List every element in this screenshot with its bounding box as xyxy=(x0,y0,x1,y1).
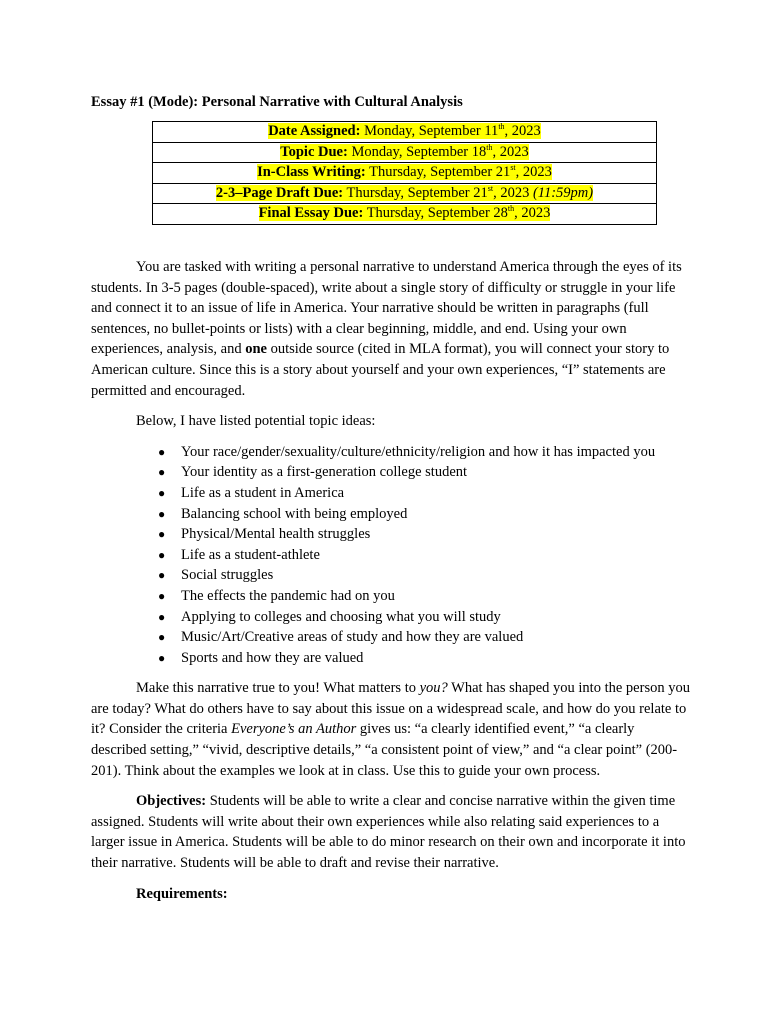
bullet-icon: ● xyxy=(158,609,166,624)
bullet-icon: ● xyxy=(158,444,166,459)
narrative-paragraph: Make this narrative true to you! What matters to you? What has shaped you into the person you are today? What do others have to say about this issue on a widespread scale, and how do you relate to it? Consider the criteria Everyone’s an Author gives us: “a clearly identified event,” “a clearly described setting,” “vivid, descriptive details,” “a consistent point of view,” and “a clear point” (200-201). Think about the examples we look at in class. Use this to guide your own process. xyxy=(91,680,690,779)
topics-intro: Below, I have listed potential topic ideas: xyxy=(136,413,376,430)
bullet-icon: ● xyxy=(158,568,166,583)
objectives-label: Objectives: xyxy=(136,793,207,810)
topic-item: ● Your race/gender/sexuality/culture/ethnicity/religion and how it has impacted you xyxy=(91,442,691,463)
topic-item: ● Your identity as a first-generation college student xyxy=(91,462,691,483)
date-row xyxy=(153,122,657,143)
topic-item: ● Social struggles xyxy=(91,565,691,586)
bullet-icon: ● xyxy=(158,547,166,562)
date-cell: 2-3–Page Draft Due: Thursday, September 21st, 2023 (11:59pm) xyxy=(153,183,657,204)
date-cell: Topic Due: Monday, September 18th, 2023 xyxy=(153,142,657,163)
essay-title: Essay #1 (Mode): Personal Narrative with Cultural Analysis xyxy=(91,94,463,110)
date-cell: Date Assigned: Monday, September 11th, 2023 xyxy=(153,122,657,143)
bullet-icon: ● xyxy=(158,630,166,645)
topic-item: ● Sports and how they are valued xyxy=(91,648,691,669)
objectives-paragraph: Objectives: Students will be able to write a clear and concise narrative within the given time assigned. Students will write about their own experiences while also relating said experiences to a larger issue in America. Students will be able to do minor research on their own and incorporate it into their narrative. Students will be able to draft and revise their narrative. xyxy=(91,793,686,872)
topic-item: ● Balancing school with being employed xyxy=(91,504,691,525)
intro-paragraph: You are tasked with writing a personal narrative to understand America through the eyes of its students. In 3-5 pages (double-spaced), write about a single story of difficulty or struggle in your life and connect it to an issue of life in America. Your narrative should be written in paragraphs (full sentences, no bullet-points or lists) with a clear beginning, middle, and end. Using your own experiences, analysis, and one outside source (cited in MLA format), you will connect your story to American culture. Since this is a story about yourself and your own experiences, “I” statements are permitted and encouraged. xyxy=(91,259,682,399)
date-row xyxy=(153,183,657,204)
topic-item: ● Life as a student-athlete xyxy=(91,545,691,566)
topic-item: ● Physical/Mental health struggles xyxy=(91,524,691,545)
topic-item: ● Applying to colleges and choosing what you will study xyxy=(91,607,691,628)
bullet-icon: ● xyxy=(158,588,166,603)
bullet-icon: ● xyxy=(158,527,166,542)
bullet-icon: ● xyxy=(158,506,166,521)
bullet-icon: ● xyxy=(158,485,166,500)
topic-item: ● Life as a student in America xyxy=(91,483,691,504)
date-cell: In-Class Writing: Thursday, September 21st, 2023 xyxy=(153,163,657,184)
date-row xyxy=(153,163,657,184)
topic-item: ● The effects the pandemic had on you xyxy=(91,586,691,607)
bullet-icon: ● xyxy=(158,465,166,480)
bullet-icon: ● xyxy=(158,650,166,665)
topic-item: ● Music/Art/Creative areas of study and how they are valued xyxy=(91,627,691,648)
date-row xyxy=(153,204,657,225)
requirements-heading: Requirements: xyxy=(136,885,228,902)
document-body xyxy=(91,257,691,904)
dates-table xyxy=(152,121,657,225)
date-row xyxy=(153,142,657,163)
date-cell: Final Essay Due: Thursday, September 28th, 2023 xyxy=(153,204,657,225)
topic-list xyxy=(91,442,691,669)
